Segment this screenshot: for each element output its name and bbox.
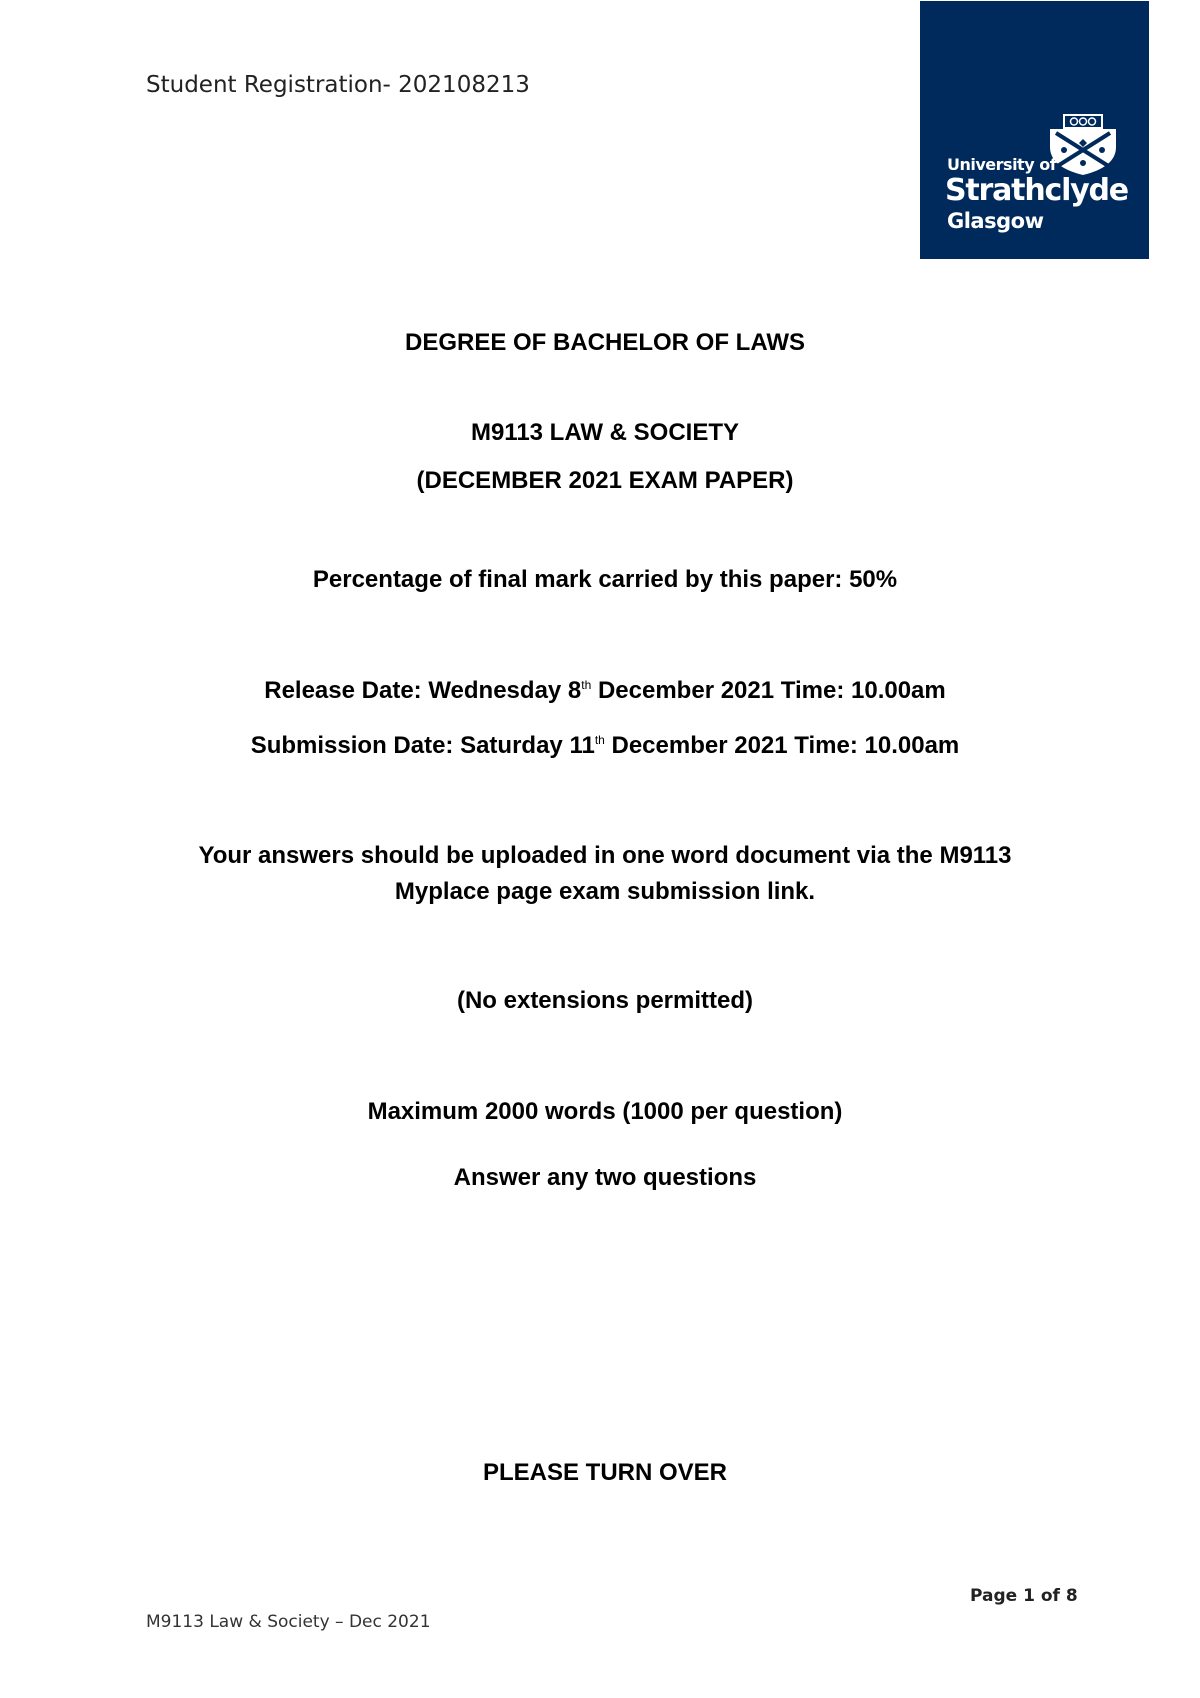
release-date-line [0,673,1200,709]
course-title: M9113 LAW & SOCIETY [470,419,740,446]
submission-date-rest: December 2021 Time: 10.00am [604,732,960,759]
logo-glasgow: Glasgow [947,209,1044,233]
answer-instruction: Answer any two questions [453,1164,757,1191]
please-turn-over: PLEASE TURN OVER [482,1459,728,1486]
student-registration: Student Registration- 202108213 [146,72,530,98]
paper-title: (DECEMBER 2021 EXAM PAPER) [416,467,794,494]
submission-date-ordinal: th [594,733,605,747]
extensions-note: (No extensions permitted) [456,987,754,1014]
percentage-line: Percentage of final mark carried by this paper: 50% [312,566,898,593]
release-date-text: Release Date: Wednesday 8 [264,677,582,704]
strathclyde-crest-icon [1046,113,1120,177]
submission-date-text: Submission Date: Saturday 11 [250,732,595,759]
submission-date-line [0,728,1200,764]
upload-instructions-line1: Your answers should be uploaded in one word document via the M9113 [198,842,1012,869]
logo-strathclyde: Strathclyde [945,173,1128,208]
university-logo [920,1,1149,259]
logo-university-of: University of [947,155,1057,174]
max-words-note: Maximum 2000 words (1000 per question) [367,1098,843,1125]
release-date-rest: December 2021 Time: 10.00am [591,677,946,704]
degree-title: DEGREE OF BACHELOR OF LAWS [404,329,805,356]
release-date-ordinal: th [581,678,592,692]
footer-course-line: M9113 Law & Society – Dec 2021 [146,1612,431,1632]
upload-instructions-line2: Myplace page exam submission link. [394,878,816,905]
page-number: Page 1 of 8 [970,1586,1078,1606]
